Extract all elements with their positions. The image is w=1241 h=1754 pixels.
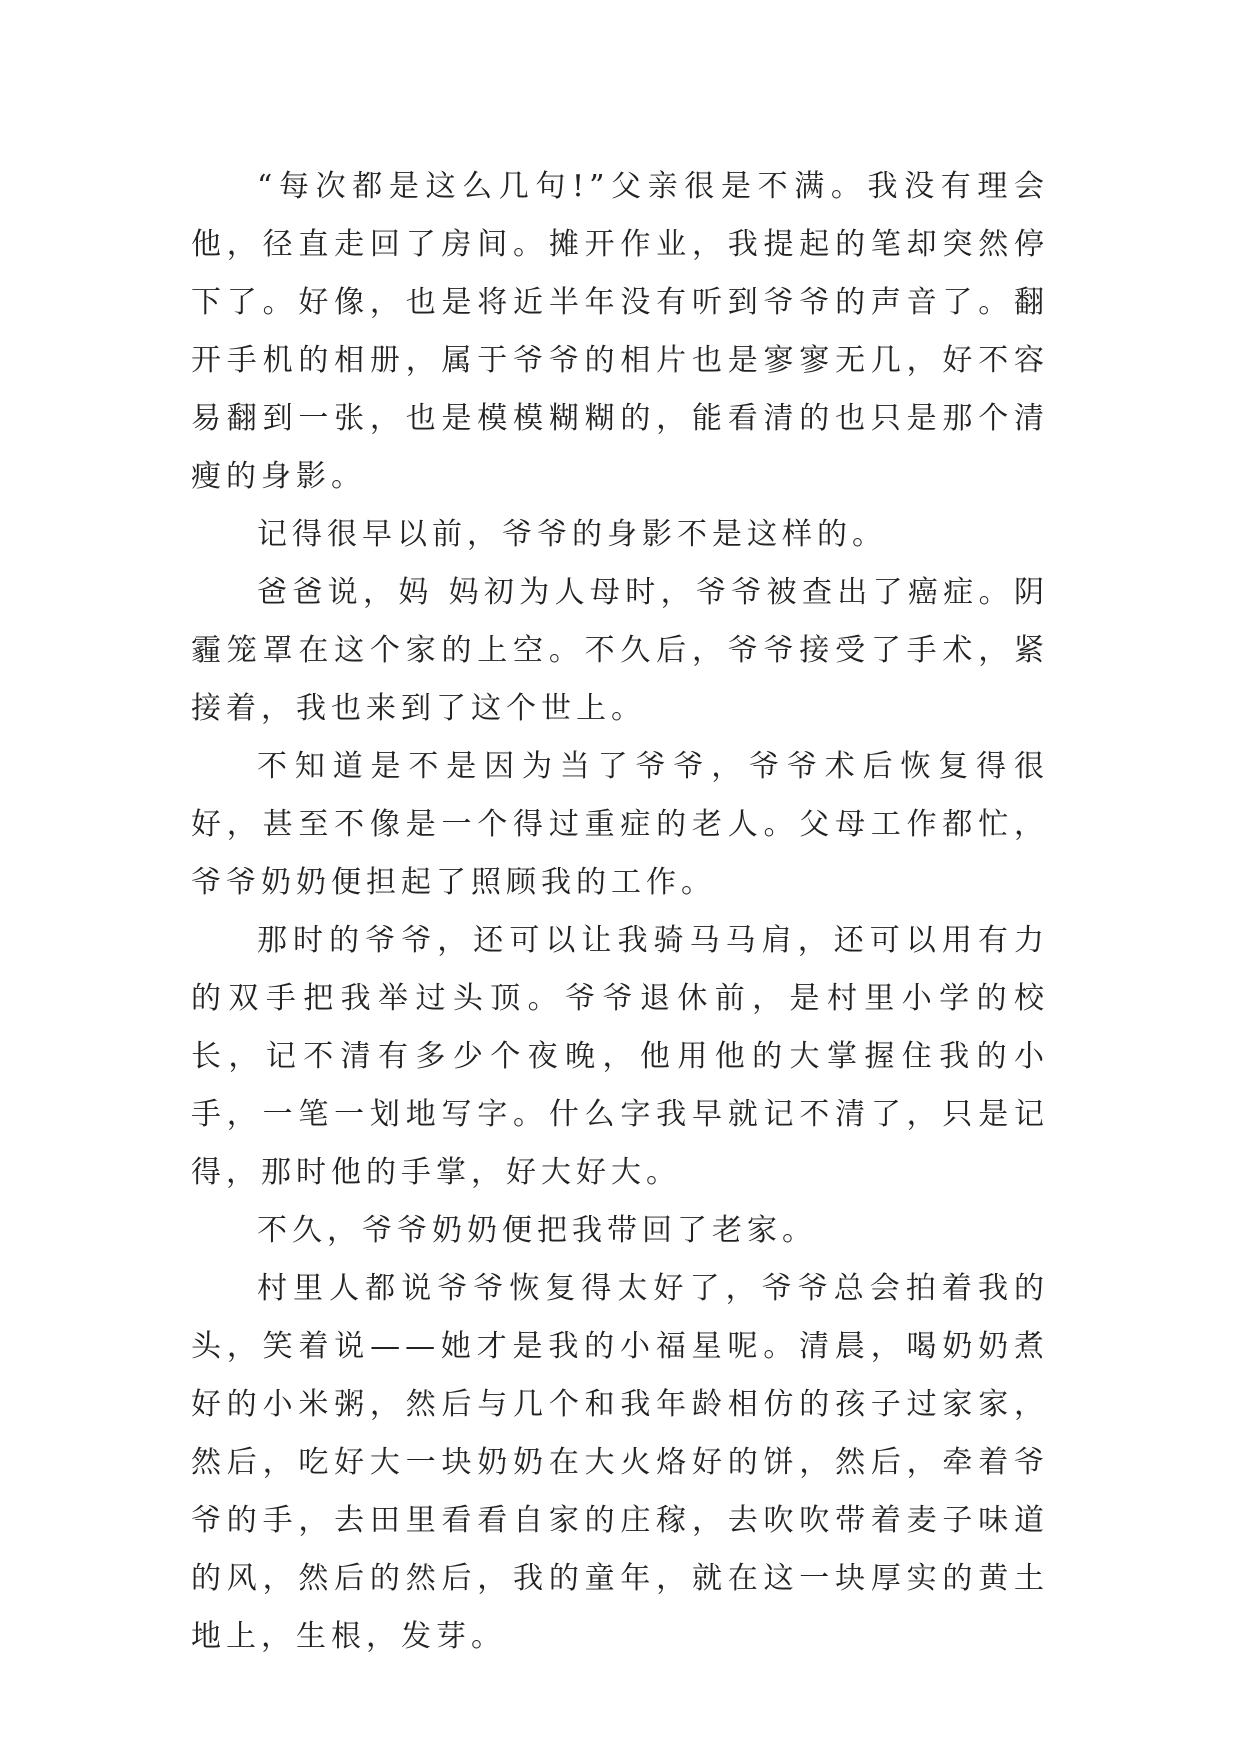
paragraph: “每次都是这么几句!”父亲很是不满。我没有理会他，径直走回了房间。摊开作业，我提起的笔却突然停下了。好像，也是将近半年没有听到爷爷的声音了。翻开手机的相册，属于爷爷的相片也是寥寥无几，好不容易翻到一张，也是模模糊糊的，能看清的也只是那个清瘦的身影。 xyxy=(191,169,1049,494)
document-body xyxy=(191,158,1049,1666)
paragraph: 不久，爷爷奶奶便把我带回了老家。 xyxy=(257,1213,817,1248)
paragraph: 村里人都说爷爷恢复得太好了，爷爷总会拍着我的头，笑着说——她才是我的小福星呢。清晨，喝奶奶煮好的小米粥，然后与几个和我年龄相仿的孩子过家家，然后，吃好大一块奶奶在大火烙好的饼，然后，牵着爷爷的手，去田里看看自家的庄稼，去吹吹带着麦子味道的风，然后的然后，我的童年，就在这一块厚实的黄土地上，生根，发芽。 xyxy=(191,1271,1049,1654)
paragraph: 那时的爷爷，还可以让我骑马马肩，还可以用有力的双手把我举过头顶。爷爷退休前，是村里小学的校长，记不清有多少个夜晚，他用他的大掌握住我的小手，一笔一划地写字。什么字我早就记不清了，只是记得，那时他的手掌，好大好大。 xyxy=(191,923,1049,1190)
paragraph: 爸爸说，妈 妈初为人母时，爷爷被查出了癌症。阴霾笼罩在这个家的上空。不久后，爷爷接受了手术，紧接着，我也来到了这个世上。 xyxy=(191,575,1049,726)
paragraph: 记得很早以前，爷爷的身影不是这样的。 xyxy=(257,517,887,552)
paragraph: 不知道是不是因为当了爷爷，爷爷术后恢复得很好，甚至不像是一个得过重症的老人。父母工作都忙，爷爷奶奶便担起了照顾我的工作。 xyxy=(191,749,1049,900)
